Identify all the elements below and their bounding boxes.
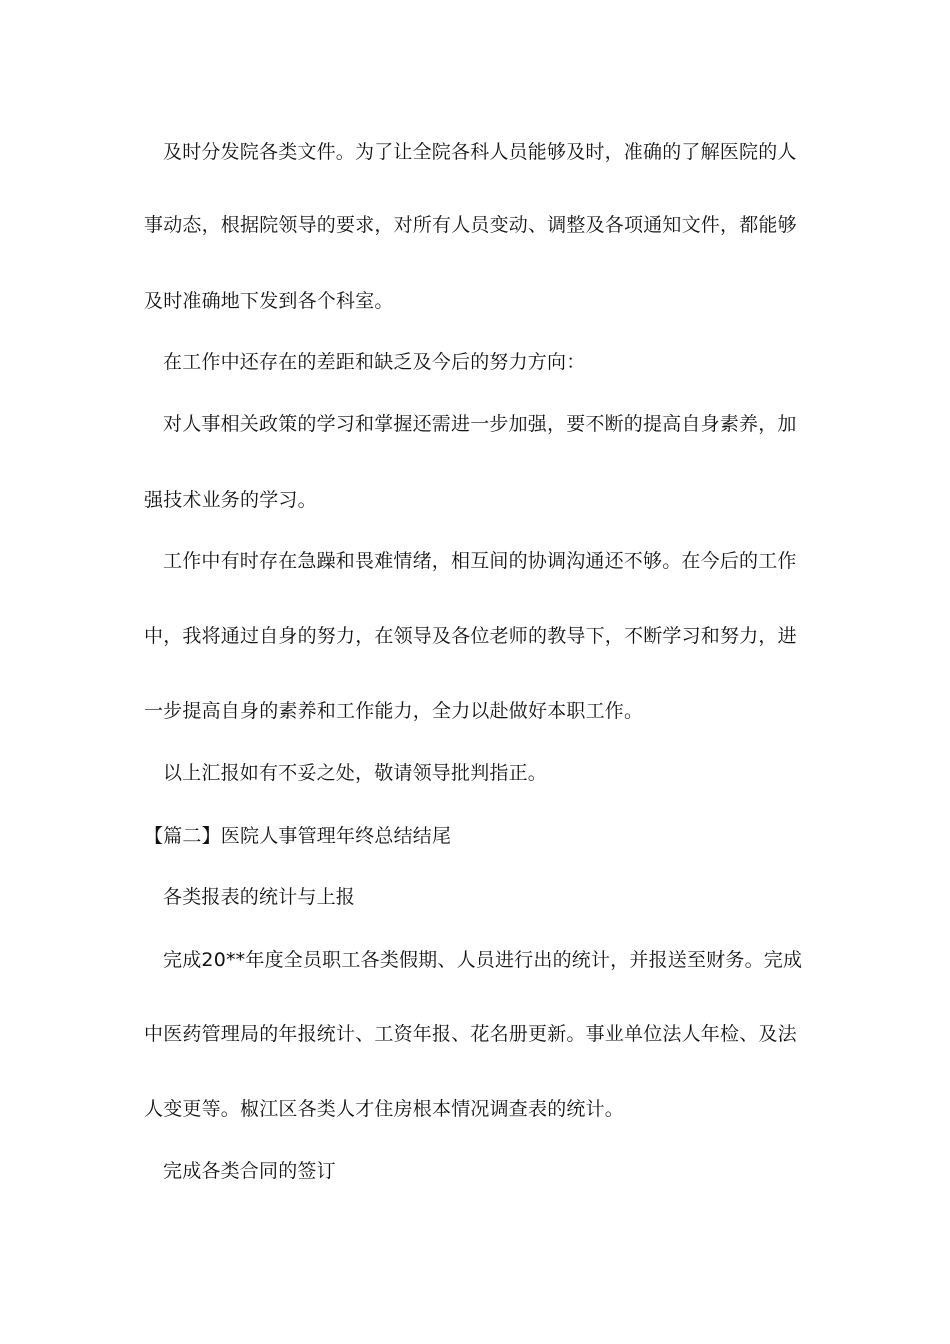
paragraph-line: 工作中有时存在急躁和畏难情绪，相互间的协调沟通还不够。在今后的工作 xyxy=(163,550,797,572)
paragraph-line: 在工作中还存在的差距和缺乏及今后的努力方向： xyxy=(163,351,586,373)
paragraph-line: 及时分发院各类文件。为了让全院各科人员能够及时，准确的了解医院的人 xyxy=(163,141,797,163)
paragraph-line: 事动态，根据院领导的要求，对所有人员变动、调整及各项通知文件，都能够 xyxy=(144,214,797,236)
paragraph-line: 强技术业务的学习。 xyxy=(144,489,317,511)
subheading: 各类报表的统计与上报 xyxy=(163,886,356,908)
section-heading: 【篇二】医院人事管理年终总结结尾 xyxy=(144,825,452,847)
subheading: 完成各类合同的签订 xyxy=(163,1160,336,1182)
paragraph-line: 及时准确地下发到各个科室。 xyxy=(144,290,394,312)
paragraph-line: 一步提高自身的素养和工作能力，全力以赴做好本职工作。 xyxy=(144,700,644,722)
paragraph-line: 人变更等。椒江区各类人才住房根本情况调查表的统计。 xyxy=(144,1098,625,1120)
paragraph-line: 中医药管理局的年报统计、工资年报、花名册更新。事业单位法人年检、及法 xyxy=(144,1023,797,1045)
paragraph-line: 以上汇报如有不妥之处，敬请领导批判指正。 xyxy=(163,762,548,784)
paragraph-line: 对人事相关政策的学习和掌握还需进一步加强，要不断的提高自身素养，加 xyxy=(163,413,797,435)
paragraph-line: 中，我将通过自身的努力，在领导及各位老师的教导下，不断学习和努力，进 xyxy=(144,625,797,647)
paragraph-line: 完成20**年度全员职工各类假期、人员进行出的统计，并报送至财务。完成 xyxy=(163,949,803,971)
